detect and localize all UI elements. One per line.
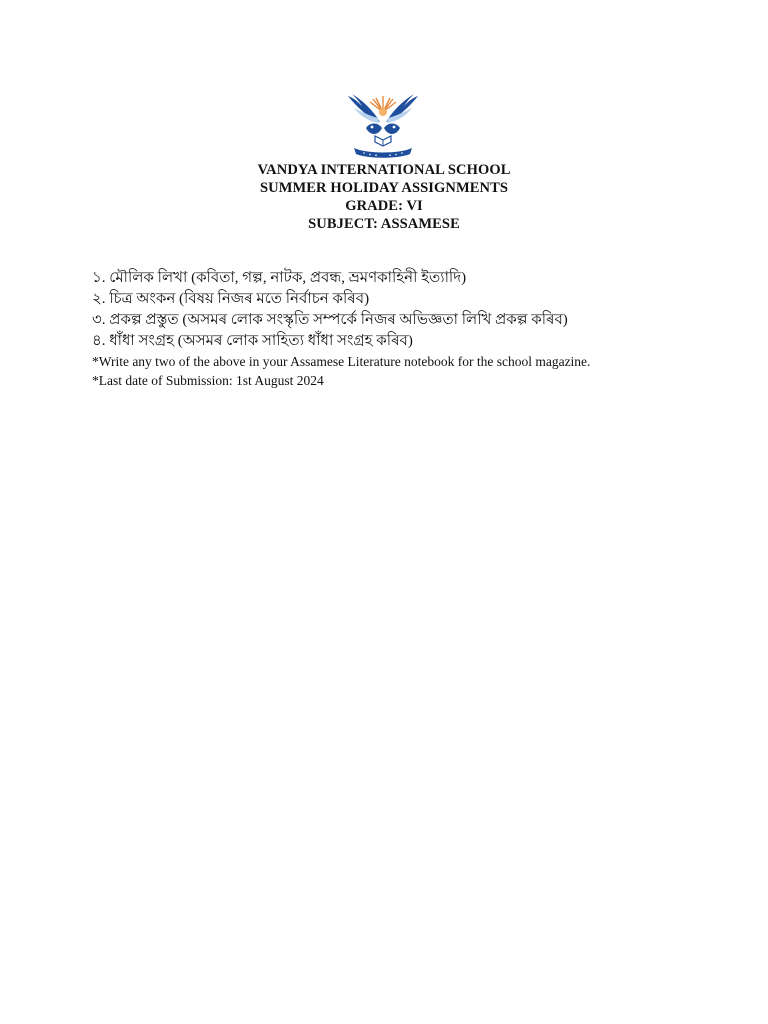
assignment-item-3: ৩. প্ৰকল্প প্ৰস্তুত (অসমৰ লোক সংস্কৃতি সম্পৰ্কে নিজৰ অভিজ্ঞতা লিখি প্ৰকল্প কৰিব) (92, 312, 568, 328)
submission-date-note: *Last date of Submission: 1st August 2024 (92, 373, 324, 388)
instruction-note: *Write any two of the above in your Assamese Literature notebook for the school magazine. (92, 354, 591, 369)
assignment-title: SUMMER HOLIDAY ASSIGNMENTS (259, 180, 509, 196)
assignment-list (92, 268, 732, 390)
school-crest-icon (346, 92, 420, 160)
grade-label: GRADE: VI (345, 198, 423, 214)
school-name: VANDYA INTERNATIONAL SCHOOL (257, 162, 511, 178)
assignment-item-2: ২. চিত্ৰ অংকন (বিষয় নিজৰ মতে নিৰ্বাচন কৰিব) (92, 291, 370, 307)
document-header (0, 161, 768, 233)
assignment-item-4: ৪. ধাঁধা সংগ্ৰহ (অসমৰ লোক সাহিত্য ধাঁধা সংগ্ৰহ কৰিব) (92, 333, 413, 349)
subject-label: SUBJECT: ASSAMESE (308, 216, 460, 232)
assignment-item-1: ১. মৌলিক লিখা (কবিতা, গল্প, নাটক, প্ৰবন্ধ, ভ্ৰমণকাহিনী ইত্যাদি) (92, 270, 467, 286)
